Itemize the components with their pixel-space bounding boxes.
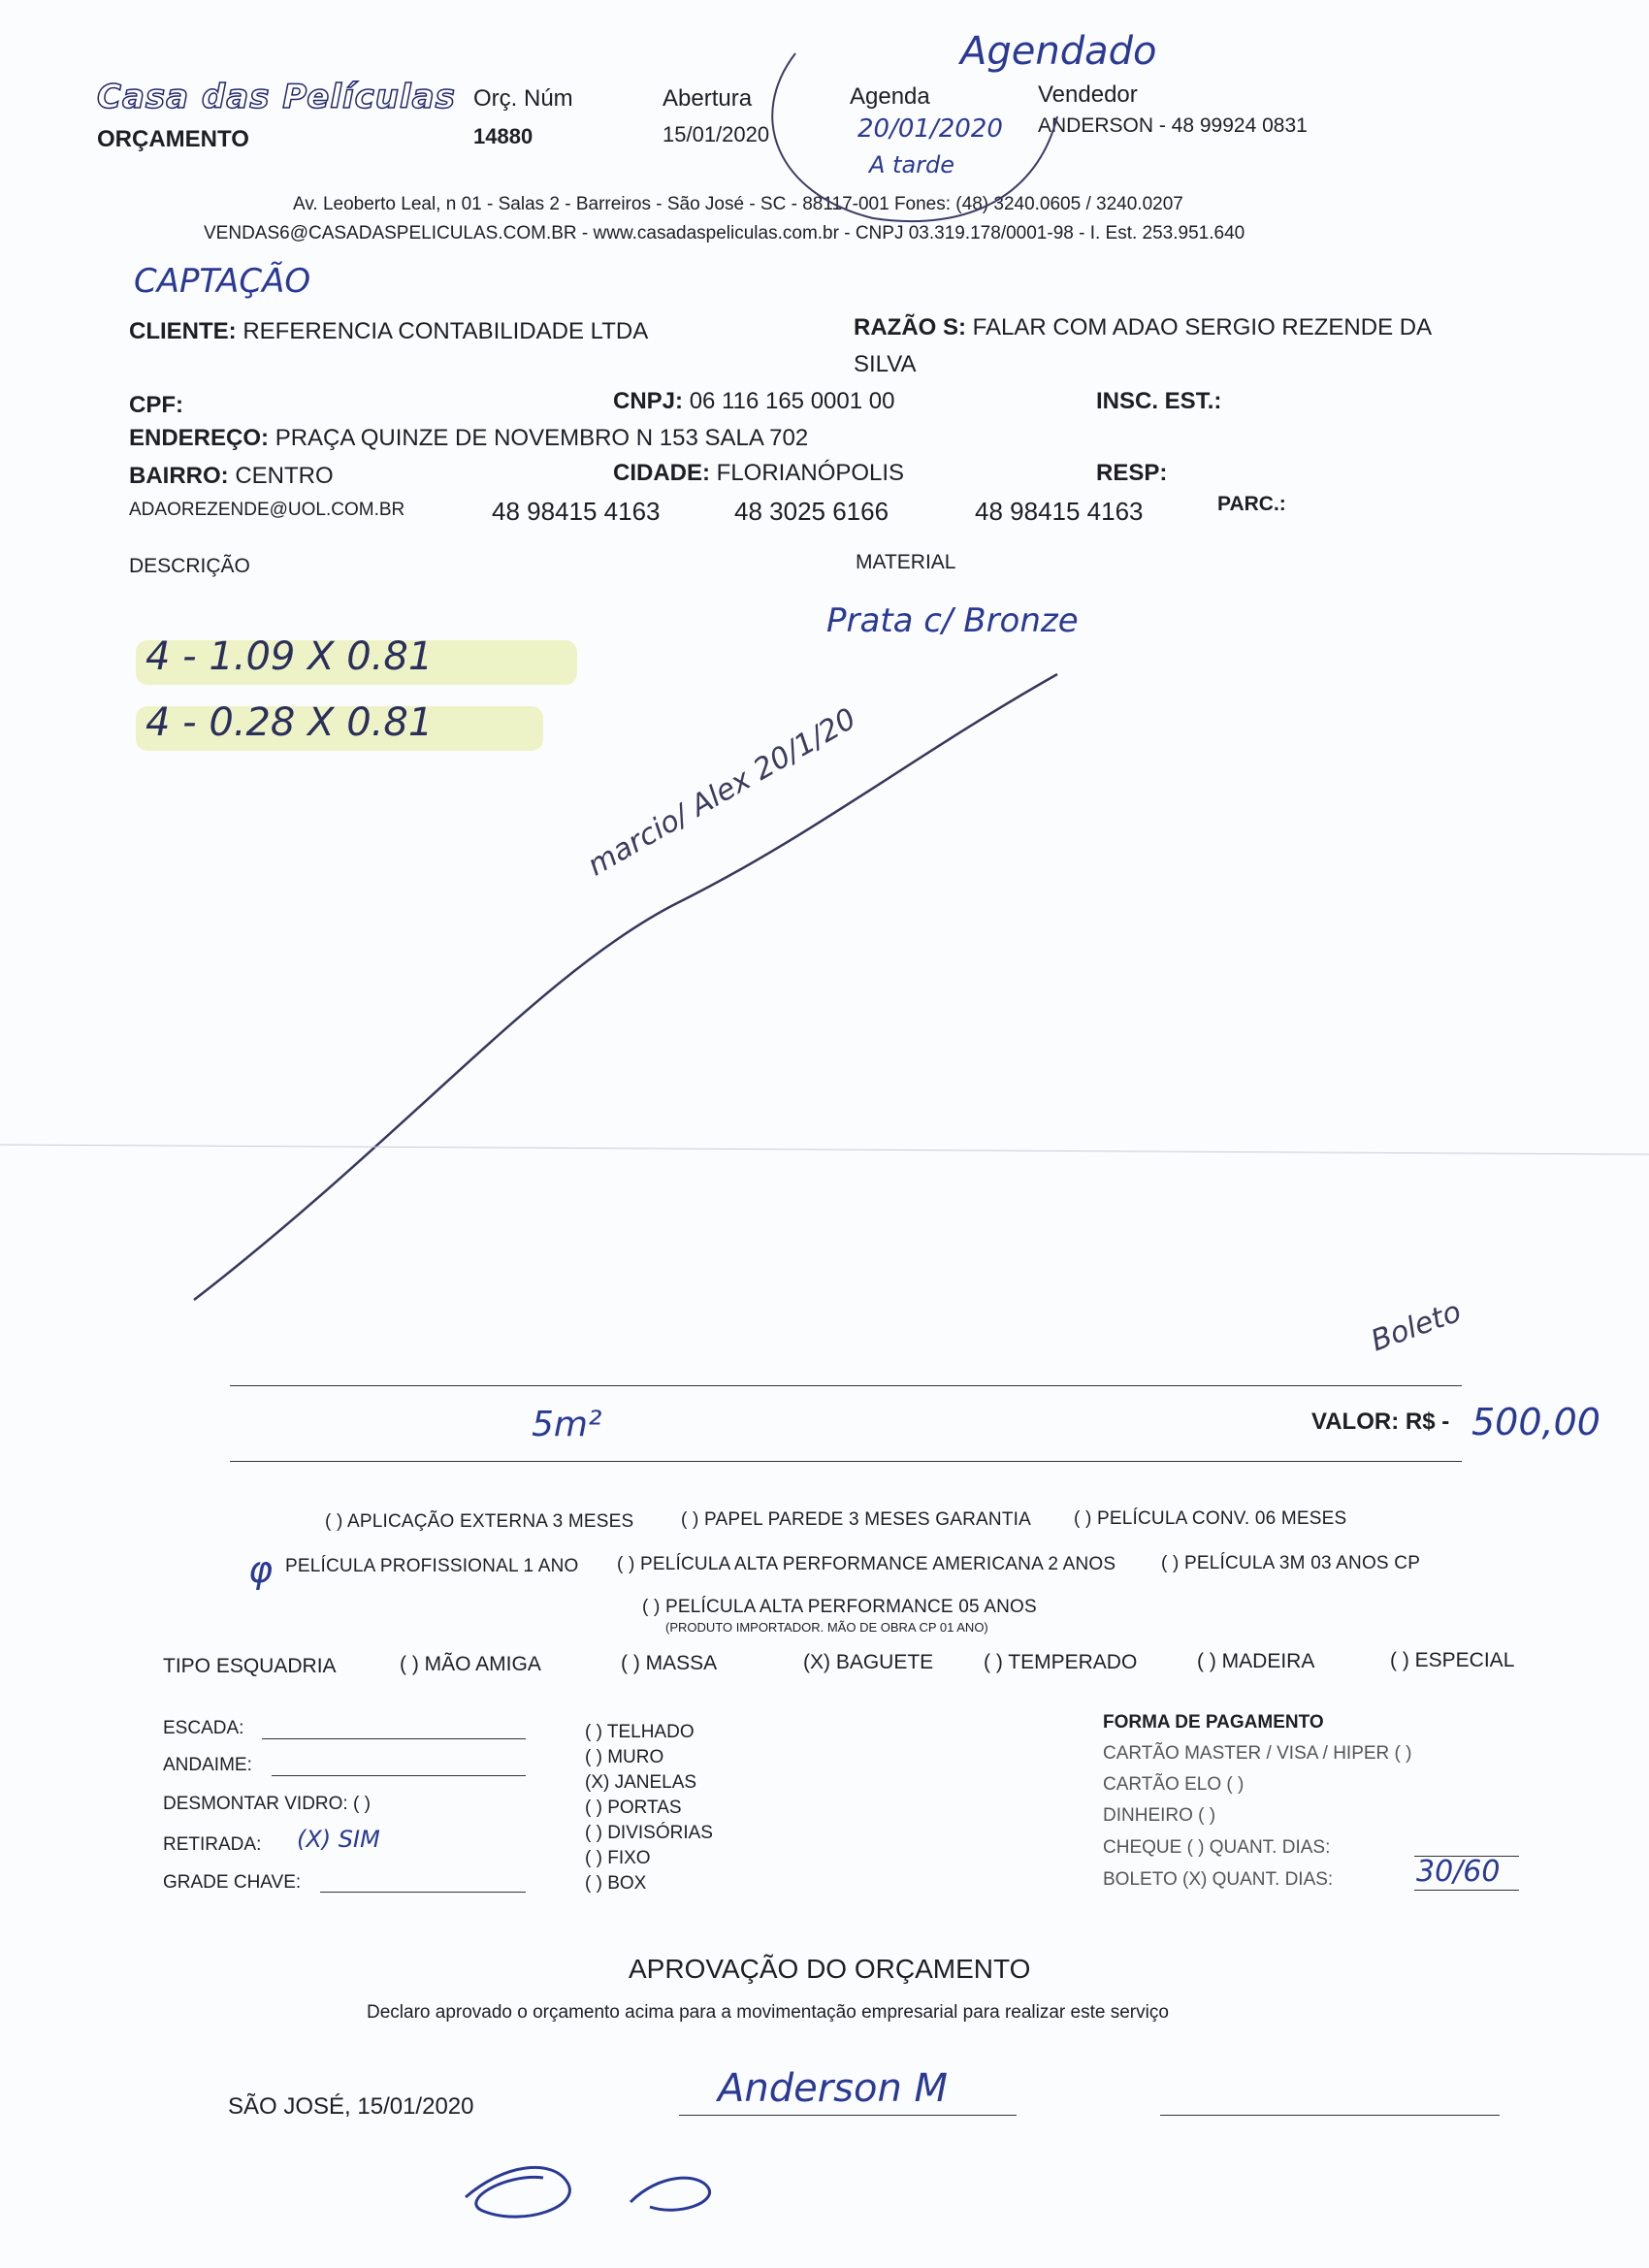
esquadria-especial: ( ) ESPECIAL bbox=[1390, 1649, 1515, 1671]
abertura-label: Abertura bbox=[663, 85, 753, 112]
option-pelicula-alta-05-note: (PRODUTO IMPORTADOR. MÃO DE OBRA CP 01 ANO) bbox=[665, 1620, 988, 1635]
option-pelicula-3m: ( ) PELÍCULA 3M 03 ANOS CP bbox=[1161, 1553, 1421, 1573]
signature-line-1 bbox=[679, 2115, 1017, 2116]
pagamento-cartao: CARTÃO MASTER / VISA / HIPER ( ) bbox=[1103, 1743, 1412, 1764]
option-pelicula-americana: ( ) PELÍCULA ALTA PERFORMANCE AMERICANA 2 ANOS bbox=[617, 1554, 1116, 1574]
orc-num-label: Orç. Núm bbox=[473, 85, 573, 112]
item-1-handwritten: 4 - 1.09 X 0.81 bbox=[146, 634, 434, 679]
client-phone-2: 48 3025 6166 bbox=[734, 497, 889, 526]
signature-line-2 bbox=[1160, 2115, 1500, 2116]
company-logo: Casa das Películas bbox=[97, 78, 456, 116]
client-phone-1: 48 98415 4163 bbox=[492, 497, 661, 526]
document-type: ORÇAMENTO bbox=[97, 126, 249, 152]
approval-place-date: SÃO JOSÉ, 15/01/2020 bbox=[228, 2093, 474, 2120]
vendedor-label: Vendedor bbox=[1038, 81, 1138, 108]
insc-label: INSC. EST.: bbox=[1096, 388, 1222, 414]
pagamento-title: FORMA DE PAGAMENTO bbox=[1103, 1712, 1324, 1733]
andaime-label: ANDAIME: bbox=[163, 1755, 252, 1775]
esquadria-mao-amiga: ( ) MÃO AMIGA bbox=[400, 1653, 541, 1675]
valor-label: VALOR: R$ - bbox=[1311, 1409, 1450, 1435]
cpf-label: CPF: bbox=[129, 392, 183, 418]
cidade-value: FLORIANÓPOLIS bbox=[716, 460, 905, 486]
esquadria-baguete: (X) BAGUETE bbox=[803, 1651, 934, 1673]
option-pelicula-alta-05: ( ) PELÍCULA ALTA PERFORMANCE 05 ANOS bbox=[642, 1597, 1037, 1617]
local-muro: ( ) MURO bbox=[585, 1747, 664, 1767]
resp-label: RESP: bbox=[1096, 460, 1168, 486]
descricao-label: DESCRIÇÃO bbox=[129, 555, 250, 577]
top-note-handwritten: Agendado bbox=[960, 29, 1157, 74]
pagamento-boleto: BOLETO (X) QUANT. DIAS: bbox=[1103, 1869, 1334, 1890]
item-2-handwritten: 4 - 0.28 X 0.81 bbox=[146, 700, 434, 745]
escada-label: ESCADA: bbox=[163, 1718, 244, 1738]
cidade-label: CIDADE: bbox=[613, 460, 710, 486]
client-email: ADAOREZENDE@UOL.COM.BR bbox=[129, 500, 405, 520]
pagamento-cheque: CHEQUE ( ) QUANT. DIAS: bbox=[1103, 1837, 1331, 1858]
local-telhado: ( ) TELHADO bbox=[585, 1722, 695, 1742]
company-contact: VENDAS6@CASADASPELICULAS.COM.BR - www.casadaspeliculas.com.br - CNPJ 03.319.178/0001-98 - I. Est. 253.951.640 bbox=[204, 223, 1245, 243]
andaime-line bbox=[272, 1775, 526, 1776]
company-address: Av. Leoberto Leal, n 01 - Salas 2 - Barreiros - São José - SC - 88117-001 Fones: (48) 3240.0605 / 3240.0207 bbox=[293, 194, 1183, 214]
option-pelicula-profissional: PELÍCULA PROFISSIONAL 1 ANO bbox=[285, 1556, 579, 1576]
option-profissional-mark: φ bbox=[248, 1548, 274, 1591]
agenda-note-handwritten: A tarde bbox=[869, 151, 955, 178]
pagamento-elo: CARTÃO ELO ( ) bbox=[1103, 1774, 1245, 1795]
approval-title: APROVAÇÃO DO ORÇAMENTO bbox=[629, 1954, 1031, 1984]
agenda-label: Agenda bbox=[850, 83, 930, 110]
esquadria-madeira: ( ) MADEIRA bbox=[1197, 1650, 1315, 1672]
endereco-label: ENDEREÇO: bbox=[129, 425, 270, 451]
option-papel-parede: ( ) PAPEL PAREDE 3 MESES GARANTIA bbox=[681, 1509, 1032, 1530]
local-box: ( ) BOX bbox=[585, 1873, 647, 1894]
material-value-handwritten: Prata c/ Bronze bbox=[826, 601, 1079, 640]
boleto-dias-line bbox=[1414, 1890, 1519, 1891]
razao-value-line2: SILVA bbox=[854, 351, 917, 377]
local-fixo: ( ) FIXO bbox=[585, 1848, 651, 1868]
valor-value-handwritten: 500,00 bbox=[1471, 1401, 1600, 1443]
valor-bottom-rule bbox=[230, 1461, 1462, 1462]
pagamento-dinheiro: DINHEIRO ( ) bbox=[1103, 1805, 1216, 1826]
boleto-note-handwritten: Boleto bbox=[1366, 1294, 1466, 1359]
retirada-value-handwritten: (X) SIM bbox=[297, 1826, 380, 1853]
escada-line bbox=[262, 1738, 526, 1739]
option-pelicula-conv: ( ) PELÍCULA CONV. 06 MESES bbox=[1074, 1508, 1347, 1529]
approval-text: Declaro aprovado o orçamento acima para a movimentação empresarial para realizar este serviço bbox=[367, 2002, 1169, 2023]
abertura-value: 15/01/2020 bbox=[663, 122, 770, 146]
cliente-label: CLIENTE: bbox=[129, 318, 237, 344]
cliente-value: REFERENCIA CONTABILIDADE LTDA bbox=[242, 318, 649, 344]
option-aplicacao-externa: ( ) APLICAÇÃO EXTERNA 3 MESES bbox=[325, 1511, 634, 1532]
cnpj-label: CNPJ: bbox=[613, 388, 684, 414]
cnpj-value: 06 116 165 0001 00 bbox=[689, 388, 895, 414]
local-divisorias: ( ) DIVISÓRIAS bbox=[585, 1823, 713, 1843]
area-note-handwritten: 5m² bbox=[532, 1405, 602, 1444]
razao-value: FALAR COM ADAO SERGIO REZENDE DA bbox=[972, 314, 1433, 340]
local-janelas: (X) JANELAS bbox=[585, 1772, 697, 1793]
orc-num-value: 14880 bbox=[473, 124, 534, 148]
bairro-value: CENTRO bbox=[235, 463, 334, 489]
signature-handwritten: Anderson M bbox=[718, 2066, 949, 2111]
diagonal-note-handwritten: marcio/ Alex 20/1/20 bbox=[582, 701, 862, 884]
razao-label: RAZÃO S: bbox=[854, 314, 966, 340]
client-phone-3: 48 98415 4163 bbox=[975, 497, 1144, 526]
vendedor-value: ANDERSON - 48 99924 0831 bbox=[1038, 114, 1308, 137]
grade-chave-label: GRADE CHAVE: bbox=[163, 1872, 302, 1893]
grade-chave-line bbox=[320, 1892, 526, 1893]
esquadria-temperado: ( ) TEMPERADO bbox=[984, 1651, 1138, 1673]
material-label: MATERIAL bbox=[856, 551, 956, 573]
agenda-value-handwritten: 20/01/2020 bbox=[857, 114, 1003, 144]
retirada-label: RETIRADA: bbox=[163, 1834, 262, 1855]
parc-label: PARC.: bbox=[1217, 493, 1286, 515]
endereco-value: PRAÇA QUINZE DE NOVEMBRO N 153 SALA 702 bbox=[275, 425, 809, 451]
local-portas: ( ) PORTAS bbox=[585, 1798, 682, 1818]
valor-top-rule bbox=[230, 1385, 1462, 1386]
desmontar-vidro-label: DESMONTAR VIDRO: ( ) bbox=[163, 1794, 371, 1814]
captacao-note-handwritten: CAPTAÇÃO bbox=[134, 262, 311, 301]
boleto-dias-handwritten: 30/60 bbox=[1416, 1855, 1501, 1889]
bairro-label: BAIRRO: bbox=[129, 463, 229, 489]
esquadria-massa: ( ) MASSA bbox=[621, 1652, 718, 1674]
esquadria-label: TIPO ESQUADRIA bbox=[163, 1655, 337, 1677]
